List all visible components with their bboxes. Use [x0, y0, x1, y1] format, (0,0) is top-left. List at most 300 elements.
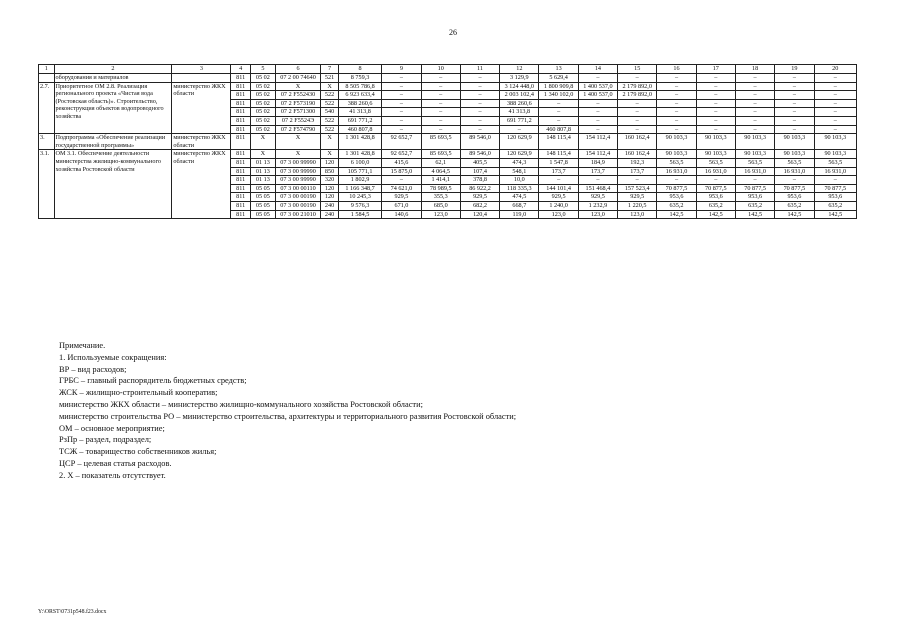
header-cell: 14	[578, 65, 617, 74]
value-cell: –	[775, 176, 814, 185]
header-cell: 15	[618, 65, 657, 74]
value-cell: 192,3	[618, 158, 657, 167]
value-cell: 563,5	[814, 158, 856, 167]
value-cell: 74 621,0	[382, 184, 421, 193]
value-cell: 07 3 00 99990	[275, 158, 321, 167]
note-line: ТСЖ – товарищество собственников жилья;	[59, 447, 217, 457]
value-cell: 07 3 00 00110	[275, 184, 321, 193]
value-cell: –	[421, 91, 460, 100]
value-cell: –	[657, 125, 696, 134]
value-cell: 522	[321, 116, 339, 125]
value-cell: 140,6	[382, 210, 421, 219]
value-cell: 70 877,5	[735, 184, 774, 193]
value-cell: X	[321, 82, 339, 91]
value-cell: –	[696, 91, 735, 100]
header-cell: 7	[321, 65, 339, 74]
value-cell: –	[382, 108, 421, 117]
value-cell: 86 922,2	[460, 184, 499, 193]
header-cell: 17	[696, 65, 735, 74]
value-cell: –	[382, 116, 421, 125]
file-path: Y:\ORST\0731p548.f23.docx	[38, 609, 107, 615]
value-cell: 1 240,0	[539, 201, 578, 210]
value-cell: 4 064,5	[421, 167, 460, 176]
value-cell: 148 115,4	[539, 134, 578, 150]
value-cell: 1 301 428,8	[338, 134, 381, 150]
value-cell: –	[539, 176, 578, 185]
value-cell: –	[618, 108, 657, 117]
value-cell: –	[578, 125, 617, 134]
value-cell: 151 468,4	[578, 184, 617, 193]
value-cell: 563,5	[696, 158, 735, 167]
value-cell: 92 652,7	[382, 150, 421, 159]
header-cell: 12	[500, 65, 539, 74]
row-number-cell: 2.7.	[39, 82, 55, 134]
note-line: министерство ЖКХ области – министерство жилищно-коммунального хозяйства Ростовской области;	[59, 399, 423, 409]
value-cell: 1 340 102,0	[539, 91, 578, 100]
value-cell: 07 2 F573190	[275, 99, 321, 108]
header-cell: 4	[231, 65, 251, 74]
value-cell: –	[421, 108, 460, 117]
value-cell: 05 02	[250, 74, 275, 83]
value-cell: 522	[321, 125, 339, 134]
note-line: 1. Используемые сокращения:	[59, 352, 167, 362]
value-cell: 01 13	[250, 158, 275, 167]
value-cell: 929,5	[382, 193, 421, 202]
value-cell: –	[657, 108, 696, 117]
value-cell: 123,0	[421, 210, 460, 219]
value-cell: 540	[321, 108, 339, 117]
value-cell: 563,5	[735, 158, 774, 167]
value-cell: –	[775, 116, 814, 125]
value-cell: –	[775, 82, 814, 91]
header-cell: 13	[539, 65, 578, 74]
value-cell: 691 771,2	[338, 116, 381, 125]
value-cell: 05 02	[250, 82, 275, 91]
header-cell: 2	[54, 65, 172, 74]
value-cell: 148 115,4	[539, 150, 578, 159]
value-cell: 811	[231, 82, 251, 91]
value-cell: 105 771,1	[338, 167, 381, 176]
value-cell: 10,0	[500, 176, 539, 185]
table-row	[39, 134, 857, 150]
value-cell: –	[618, 74, 657, 83]
value-cell: 07 2 F571300	[275, 108, 321, 117]
value-cell: 811	[231, 167, 251, 176]
value-cell: 811	[231, 125, 251, 134]
value-cell: –	[618, 99, 657, 108]
value-cell: 89 546,0	[460, 134, 499, 150]
value-cell: 78 989,5	[421, 184, 460, 193]
value-cell: 05 05	[250, 201, 275, 210]
value-cell: 107,4	[460, 167, 499, 176]
value-cell: 1 400 537,0	[578, 91, 617, 100]
value-cell: 184,9	[578, 158, 617, 167]
value-cell: –	[814, 91, 856, 100]
value-cell: –	[578, 74, 617, 83]
value-cell: 953,6	[814, 193, 856, 202]
value-cell: 05 05	[250, 210, 275, 219]
value-cell: 173,7	[539, 167, 578, 176]
value-cell: –	[460, 116, 499, 125]
value-cell: 1 414,1	[421, 176, 460, 185]
value-cell: 405,5	[460, 158, 499, 167]
value-cell: 682,2	[460, 201, 499, 210]
value-cell: 1 584,5	[338, 210, 381, 219]
value-cell: –	[539, 108, 578, 117]
value-cell: 70 877,5	[814, 184, 856, 193]
value-cell: 1 301 428,8	[338, 150, 381, 159]
value-cell: 929,5	[618, 193, 657, 202]
value-cell: 1 232,9	[578, 201, 617, 210]
value-cell: –	[421, 116, 460, 125]
value-cell: 388 260,6	[338, 99, 381, 108]
value-cell: 811	[231, 150, 251, 159]
value-cell: –	[814, 82, 856, 91]
value-cell: 850	[321, 167, 339, 176]
value-cell: 160 162,4	[618, 134, 657, 150]
value-cell: 07 2 F5524Э	[275, 116, 321, 125]
value-cell: 160 162,4	[618, 150, 657, 159]
value-cell: 05 05	[250, 184, 275, 193]
value-cell: –	[814, 125, 856, 134]
value-cell: 90 103,3	[735, 134, 774, 150]
value-cell: 05 02	[250, 125, 275, 134]
value-cell: 89 546,0	[460, 150, 499, 159]
value-cell: –	[382, 82, 421, 91]
value-cell: 90 103,3	[696, 150, 735, 159]
value-cell: 811	[231, 201, 251, 210]
table-row	[39, 82, 857, 91]
value-cell: 474,3	[500, 158, 539, 167]
value-cell: –	[578, 176, 617, 185]
value-cell: –	[696, 108, 735, 117]
value-cell: –	[460, 74, 499, 83]
value-cell: 05 02	[250, 91, 275, 100]
value-cell: –	[814, 116, 856, 125]
value-cell: –	[657, 74, 696, 83]
item-name-cell: ОМ 3.1. Обеспечение деятельности министерства жилищно-коммунального хозяйства Ростовской области	[54, 150, 172, 219]
value-cell: –	[382, 99, 421, 108]
note-line: ЖСК – жилищно-строительный кооператив;	[59, 388, 218, 398]
value-cell: 92 652,7	[382, 134, 421, 150]
value-cell: 811	[231, 158, 251, 167]
value-cell: 522	[321, 91, 339, 100]
value-cell: 05 02	[250, 99, 275, 108]
value-cell: –	[618, 125, 657, 134]
value-cell: –	[421, 99, 460, 108]
value-cell: 671,0	[382, 201, 421, 210]
value-cell: 90 103,3	[814, 150, 856, 159]
value-cell: –	[578, 116, 617, 125]
value-cell: 173,7	[618, 167, 657, 176]
note-line: РзПр – раздел, подраздел;	[59, 435, 152, 445]
value-cell: –	[539, 99, 578, 108]
value-cell: –	[657, 82, 696, 91]
value-cell: 6 100,0	[338, 158, 381, 167]
value-cell: 811	[231, 91, 251, 100]
note-line: министерство строительства РО – министерство строительства, архитектуры и территориального развития Ростовской области;	[59, 411, 517, 421]
value-cell: 6 923 633,4	[338, 91, 381, 100]
value-cell: –	[460, 125, 499, 134]
value-cell: 929,5	[539, 193, 578, 202]
value-cell: X	[275, 82, 321, 91]
value-cell: 635,2	[696, 201, 735, 210]
value-cell: 378,8	[460, 176, 499, 185]
value-cell: 07 3 00 21010	[275, 210, 321, 219]
value-cell: 1 220,5	[618, 201, 657, 210]
value-cell: 635,2	[735, 201, 774, 210]
value-cell: –	[814, 176, 856, 185]
value-cell: 16 931,0	[735, 167, 774, 176]
value-cell: X	[250, 134, 275, 150]
value-cell: 2 003 102,4	[500, 91, 539, 100]
value-cell: –	[421, 125, 460, 134]
value-cell: 62,1	[421, 158, 460, 167]
value-cell: 142,5	[814, 210, 856, 219]
value-cell: X	[250, 150, 275, 159]
value-cell: –	[578, 108, 617, 117]
value-cell: –	[735, 74, 774, 83]
value-cell: 240	[321, 210, 339, 219]
item-name-cell: Приоритетное ОМ 2.8. Реализация регионального проекта «Чистая вода (Ростовская область)». Строительство, реконструкция объектов водопроводного хозяйства	[54, 82, 172, 134]
item-name-cell: Подпрограмма «Обеспечение реализации государственной программы»	[54, 134, 172, 150]
value-cell: 154 112,4	[578, 150, 617, 159]
budget-table	[38, 64, 857, 219]
value-cell: 240	[321, 201, 339, 210]
value-cell: 8 759,3	[338, 74, 381, 83]
value-cell: 90 103,3	[696, 134, 735, 150]
value-cell: 16 931,0	[814, 167, 856, 176]
header-cell: 5	[250, 65, 275, 74]
page-number: 26	[449, 28, 457, 37]
value-cell: 142,5	[657, 210, 696, 219]
value-cell: 90 103,3	[814, 134, 856, 150]
value-cell: 90 103,3	[775, 134, 814, 150]
value-cell: 548,1	[500, 167, 539, 176]
value-cell: 120,4	[460, 210, 499, 219]
header-cell: 9	[382, 65, 421, 74]
value-cell: 685,0	[421, 201, 460, 210]
value-cell: –	[814, 108, 856, 117]
value-cell: –	[696, 82, 735, 91]
executor-cell: министерство ЖКХ области	[172, 134, 231, 150]
executor-cell: министерство ЖКХ области	[172, 150, 231, 219]
value-cell: 3 129,9	[500, 74, 539, 83]
value-cell: 173,7	[578, 167, 617, 176]
value-cell: 355,3	[421, 193, 460, 202]
notes-section	[59, 340, 859, 482]
value-cell: –	[657, 116, 696, 125]
value-cell: 1 802,9	[338, 176, 381, 185]
note-line: Примечание.	[59, 341, 106, 350]
value-cell: 16 931,0	[696, 167, 735, 176]
value-cell: 811	[231, 108, 251, 117]
value-cell: 3 124 448,0	[500, 82, 539, 91]
value-cell: 2 179 892,0	[618, 91, 657, 100]
value-cell: –	[382, 74, 421, 83]
value-cell: 07 3 00 99990	[275, 167, 321, 176]
value-cell: 142,5	[735, 210, 774, 219]
value-cell: 388 260,6	[500, 99, 539, 108]
budget-table-container	[38, 64, 857, 219]
header-cell: 1	[39, 65, 55, 74]
value-cell: –	[657, 99, 696, 108]
value-cell: 953,6	[657, 193, 696, 202]
value-cell: –	[696, 125, 735, 134]
value-cell: –	[814, 99, 856, 108]
header-cell: 20	[814, 65, 856, 74]
header-cell: 10	[421, 65, 460, 74]
value-cell: –	[696, 74, 735, 83]
value-cell: 118 335,3	[500, 184, 539, 193]
note-line: ЦСР – целевая статья расходов.	[59, 458, 172, 468]
value-cell: 460 807,8	[338, 125, 381, 134]
value-cell: 15 875,0	[382, 167, 421, 176]
value-cell: 811	[231, 176, 251, 185]
value-cell: 635,2	[657, 201, 696, 210]
value-cell: 811	[231, 193, 251, 202]
value-cell: –	[618, 176, 657, 185]
value-cell: 90 103,3	[775, 150, 814, 159]
value-cell: –	[696, 116, 735, 125]
value-cell: 635,2	[814, 201, 856, 210]
value-cell: 668,7	[500, 201, 539, 210]
value-cell: 320	[321, 176, 339, 185]
value-cell: 2 179 892,0	[618, 82, 657, 91]
header-cell: 8	[338, 65, 381, 74]
value-cell: –	[421, 82, 460, 91]
value-cell: –	[657, 176, 696, 185]
value-cell: –	[735, 99, 774, 108]
row-number-cell	[39, 74, 55, 83]
value-cell: 07 2 00 74640	[275, 74, 321, 83]
value-cell: –	[775, 91, 814, 100]
value-cell: 811	[231, 210, 251, 219]
value-cell: 90 103,3	[657, 150, 696, 159]
value-cell: 5 629,4	[539, 74, 578, 83]
header-cell: 6	[275, 65, 321, 74]
value-cell: 154 112,4	[578, 134, 617, 150]
value-cell: 157 523,4	[618, 184, 657, 193]
value-cell: 953,6	[735, 193, 774, 202]
value-cell: 1 400 537,0	[578, 82, 617, 91]
value-cell: 635,2	[775, 201, 814, 210]
value-cell: –	[382, 91, 421, 100]
value-cell: 691 771,2	[500, 116, 539, 125]
value-cell: –	[735, 176, 774, 185]
value-cell: 142,5	[696, 210, 735, 219]
value-cell: –	[460, 108, 499, 117]
value-cell: –	[696, 99, 735, 108]
value-cell: –	[735, 108, 774, 117]
value-cell: 811	[231, 74, 251, 83]
value-cell: –	[735, 116, 774, 125]
value-cell: –	[735, 125, 774, 134]
value-cell: –	[500, 125, 539, 134]
value-cell: X	[275, 134, 321, 150]
value-cell: 415,6	[382, 158, 421, 167]
value-cell: –	[775, 74, 814, 83]
value-cell: –	[775, 108, 814, 117]
value-cell: 120	[321, 184, 339, 193]
value-cell: 05 02	[250, 116, 275, 125]
value-cell: –	[421, 74, 460, 83]
item-name-cell: оборудования и материалов	[54, 74, 172, 83]
header-cell: 3	[172, 65, 231, 74]
value-cell: 07 2 F574790	[275, 125, 321, 134]
value-cell: 563,5	[775, 158, 814, 167]
value-cell: 07 2 F552430	[275, 91, 321, 100]
executor-cell	[172, 74, 231, 83]
value-cell: 953,6	[696, 193, 735, 202]
table-row	[39, 150, 857, 159]
value-cell: 563,5	[657, 158, 696, 167]
note-line: ВР – вид расходов;	[59, 364, 127, 374]
header-cell: 18	[735, 65, 774, 74]
executor-cell: министерство ЖКХ области	[172, 82, 231, 134]
value-cell: 16 931,0	[775, 167, 814, 176]
value-cell: 142,5	[775, 210, 814, 219]
value-cell: 41 313,8	[500, 108, 539, 117]
value-cell: 929,5	[578, 193, 617, 202]
value-cell: X	[275, 150, 321, 159]
value-cell: 05 02	[250, 108, 275, 117]
value-cell: –	[460, 82, 499, 91]
value-cell: –	[735, 82, 774, 91]
value-cell: 07 3 00 00190	[275, 201, 321, 210]
value-cell: X	[321, 150, 339, 159]
value-cell: 9 576,3	[338, 201, 381, 210]
value-cell: 119,0	[500, 210, 539, 219]
value-cell: 120 629,9	[500, 134, 539, 150]
value-cell: 811	[231, 184, 251, 193]
value-cell: 123,0	[578, 210, 617, 219]
value-cell: –	[618, 116, 657, 125]
value-cell: 85 693,5	[421, 150, 460, 159]
value-cell: –	[775, 125, 814, 134]
value-cell: 811	[231, 116, 251, 125]
header-row	[39, 65, 857, 74]
value-cell: 16 931,0	[657, 167, 696, 176]
value-cell: 70 877,5	[775, 184, 814, 193]
value-cell: 8 505 786,8	[338, 82, 381, 91]
value-cell: 522	[321, 99, 339, 108]
note-line: 2. Х – показатель отсутствует.	[59, 470, 166, 480]
value-cell: 120	[321, 158, 339, 167]
value-cell: 123,0	[539, 210, 578, 219]
value-cell: 90 103,3	[735, 150, 774, 159]
value-cell: –	[460, 99, 499, 108]
value-cell: –	[735, 91, 774, 100]
value-cell: 07 3 00 00190	[275, 193, 321, 202]
value-cell: 1 800 909,8	[539, 82, 578, 91]
value-cell: 120 629,9	[500, 150, 539, 159]
row-number-cell: 3.	[39, 134, 55, 150]
value-cell: 41 313,8	[338, 108, 381, 117]
value-cell: –	[460, 91, 499, 100]
value-cell: 1 547,8	[539, 158, 578, 167]
value-cell: 01 13	[250, 167, 275, 176]
value-cell: –	[578, 99, 617, 108]
value-cell: 90 103,3	[657, 134, 696, 150]
value-cell: 144 101,4	[539, 184, 578, 193]
value-cell: 01 13	[250, 176, 275, 185]
value-cell: –	[539, 116, 578, 125]
value-cell: 811	[231, 99, 251, 108]
value-cell: 05 05	[250, 193, 275, 202]
table-row	[39, 74, 857, 83]
value-cell: 120	[321, 193, 339, 202]
